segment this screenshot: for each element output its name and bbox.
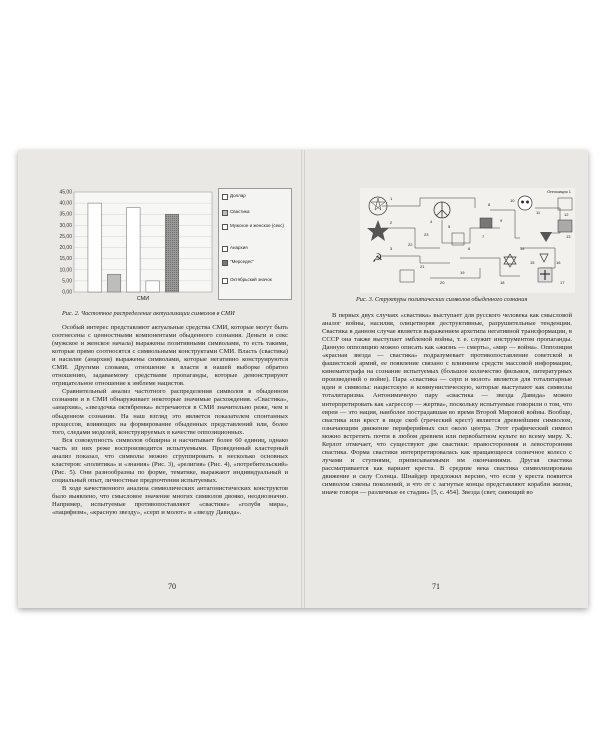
left-paragraph: В ходе качественного анализа символических антагонистических конструктов было выявлено, что смысловое значение многих символов двояко, неоднозначно. Например, испытуемые противопоставляют «свастике» «голубя мира», «пацифизм», «красную звезду», «серп и молот» и «звезду Давида». xyxy=(52,484,288,517)
diagram-node-number: 11 xyxy=(536,210,541,215)
left-paragraph: Вся совокупность символов обширна и насчитывает более 60 единиц, однако часть из них реже воспроизводится испытуемыми. Проведенный кластерный анализ показал, что символы можно сгруппировать в несколько основных кластеров: «политика» и «знания» (Рис. 3), «религия» (Рис. 4), «потребительский» (Рис. 5). Они разнообразны по форме, тематике, выражают индивидуальный и социальный опыт, личностные предпочтения испытуемых. xyxy=(52,436,288,484)
chart-caption: Рис. 2. Частотное распределение актуализации символов в СМИ xyxy=(62,310,235,317)
diagram-node-number: 5 xyxy=(448,224,451,229)
diagram-node-number: 15 xyxy=(530,260,535,265)
diagram-node-number: 8 xyxy=(488,202,491,207)
diagram-node-number: 19 xyxy=(460,270,465,275)
chart-bar xyxy=(88,203,102,292)
chart-bar xyxy=(127,208,141,292)
diagram-node-number: 16 xyxy=(556,260,561,265)
y-tick-label: 25,00 xyxy=(59,233,72,240)
framed-node-icon xyxy=(558,220,572,232)
diagram-node-number: 2 xyxy=(390,220,393,225)
y-tick-label: 10,00 xyxy=(59,267,72,274)
book-spread xyxy=(18,150,588,608)
legend-swatch xyxy=(222,246,228,252)
diagram-node-number: 21 xyxy=(420,264,425,269)
page-number-left: 70 xyxy=(168,582,176,591)
legend-swatch xyxy=(222,210,228,216)
legend-swatch xyxy=(222,224,228,230)
y-tick-label: 40,00 xyxy=(59,200,72,207)
legend-label: Октябрьский значок xyxy=(230,277,272,282)
y-tick-label: 0,00 xyxy=(62,289,72,296)
diagram-node-number: 4 xyxy=(430,219,433,224)
chart-bar xyxy=(146,281,160,292)
x-category-label: СМИ xyxy=(136,296,150,302)
left-body-text xyxy=(52,324,288,517)
diagram-node-number: 14 xyxy=(520,246,525,251)
left-paragraph: Особый интерес представляют актуальные средства СМИ, которые могут быть соотнесены с ценностными компонентами обыденного сознания. Деньги и секс (мужское и женское начала) выражены позитивными символами, то есть такими, которые прямо соотносятся с символьными конструктами СМИ. Власть (свастика) и насилие (анархия) выражены символами, которые негативно конструируются СМИ. Другими словами, отношение к власти в нашей выборке обратно отношению, задаваемому средствами пропаганды, которые демонстрируют отрицательное отношение к эмблеме нацистов. xyxy=(52,324,288,388)
legend-swatch xyxy=(222,278,228,284)
diagram-node-number: 22 xyxy=(408,242,413,247)
diagram-node-number: 6 xyxy=(468,246,471,251)
legend-label: Мужское и женское (секс) xyxy=(230,223,284,228)
legend-item xyxy=(222,245,290,252)
right-paragraph: В первых двух случаях «свастика» выступает для русского человека как смысловой аналог войны, насилия, олицетворяя деструктивные, разрушительные тенденции. Свастика в данном случае является выражением архетипа негативной трансформации, в СССР она также выступает эмблемой войны, т. е. служит инструментом пропаганды. Данную оппозицию можно описать как «жизнь — смерть», «мир — война». Оппозиция «красная звезда — свастика» подразумевает противопоставление советской и фашистской армий, ее появление связано с влиянием средств массовой информации, кинематографа на сознание испытуемых (большое количество фильмов, литературных произведений о войне). Пара «свастика — серп и молот» является для тоталитарные идеи и символы: нацистскую и коммунистическую, которые выступают как символы тоталитаризма. Антонимичную пару «свастика — звезда Давида» можно интерпретировать как «агрессор — жертва», поскольку испытуемые говорили о том, что евреи — это нация, наиболее пострадавшая во время Второй Мировой войны. Вообще, свастика или крест в виде скоб (греческий крест) является древнейшим символом, означающим движение периферийных сил около центра. Этот графический символ можно встретить почти в любом древнем или первобытном культе во всему миру. Х. Керлот отмечает, что существуют две свастики: правосторонняя и левосторонняя свастика. Форма свастики интерпретировалась как вращающееся солнечное колесо с лучами и ступнями, приписываемыми им окончаниями. Другая свастика рассматривается как вариант креста. В средние века свастика символизирована движение и силу Солнца. Шнайдер предложил версию, что если у креста появится символом смены поколений, и что от с загнутые концы представляют корабли жизни, иначе говоря — различные ее стадии» [5, с. 454]. Звезда (свет, сияющий во xyxy=(322,312,572,497)
legend-item xyxy=(222,277,290,284)
diagram-node-number: 13 xyxy=(566,234,571,239)
hammer-sickle-icon: ☭ xyxy=(372,251,383,265)
diagram-node-number: 9 xyxy=(500,218,503,223)
legend-item xyxy=(222,209,290,216)
y-tick-label: 20,00 xyxy=(59,245,72,252)
legend-item xyxy=(222,223,290,230)
legend-swatch xyxy=(222,260,228,266)
diagram-graph xyxy=(360,188,575,293)
diagram-node-number: 12 xyxy=(564,212,569,217)
left-page xyxy=(18,150,302,608)
legend-label: Доллар xyxy=(230,193,246,198)
symbol-structure-diagram xyxy=(360,188,575,293)
diagram-node-number: 23 xyxy=(424,232,429,237)
y-tick-label: 30,00 xyxy=(59,222,72,229)
legend-item xyxy=(222,259,290,266)
diagram-node-number: 7 xyxy=(482,234,485,239)
diagram-node-number: 3 xyxy=(390,246,393,251)
legend-swatch xyxy=(222,194,228,200)
chart-bar xyxy=(107,274,121,292)
legend-label: Анархия xyxy=(230,245,248,250)
y-tick-label: 5,00 xyxy=(62,278,72,285)
legend-item xyxy=(222,193,290,200)
legend-label: "Мерседес" xyxy=(230,259,255,264)
diagram-node-number: 20 xyxy=(440,280,445,285)
diagram-label: Оппозиция 1 xyxy=(547,189,571,194)
bar-chart xyxy=(46,186,291,306)
skull-icon xyxy=(518,196,532,210)
diagram-node-number: 17 xyxy=(560,280,565,285)
chart-legend xyxy=(218,188,292,300)
y-tick-label: 45,00 xyxy=(59,189,72,196)
framed-node-icon xyxy=(480,218,492,228)
right-body-text xyxy=(322,312,572,497)
legend-label: Свастика xyxy=(230,209,250,214)
diagram-caption: Рис. 3. Структуры политических символов обыденного сознания xyxy=(356,296,528,303)
diagram-node-number: 10 xyxy=(510,198,515,203)
y-tick-label: 35,00 xyxy=(59,211,72,218)
right-page xyxy=(304,150,588,608)
page-number-right: 71 xyxy=(432,582,440,591)
y-tick-label: 15,00 xyxy=(59,256,72,263)
chart-plot xyxy=(46,186,218,306)
left-paragraph: Сравнительный анализ частотного распределения символов в обыденном сознании и в СМИ обнаруживает некоторые значимые расхождения. «Свастика», «анархия», «звездочка октябренка» встречаются в СМИ значительно реже, чем в обыденном сознании. На наш взгляд это является показателем спонтанных процессов, влияющих на формирование обыденных представлений или, более того, следами моделей, конструируемых в качестве оппозиционных. xyxy=(52,388,288,436)
diagram-node-number: 1 xyxy=(390,196,393,201)
diagram-node-number: 18 xyxy=(500,280,505,285)
chart-bar xyxy=(165,214,179,292)
